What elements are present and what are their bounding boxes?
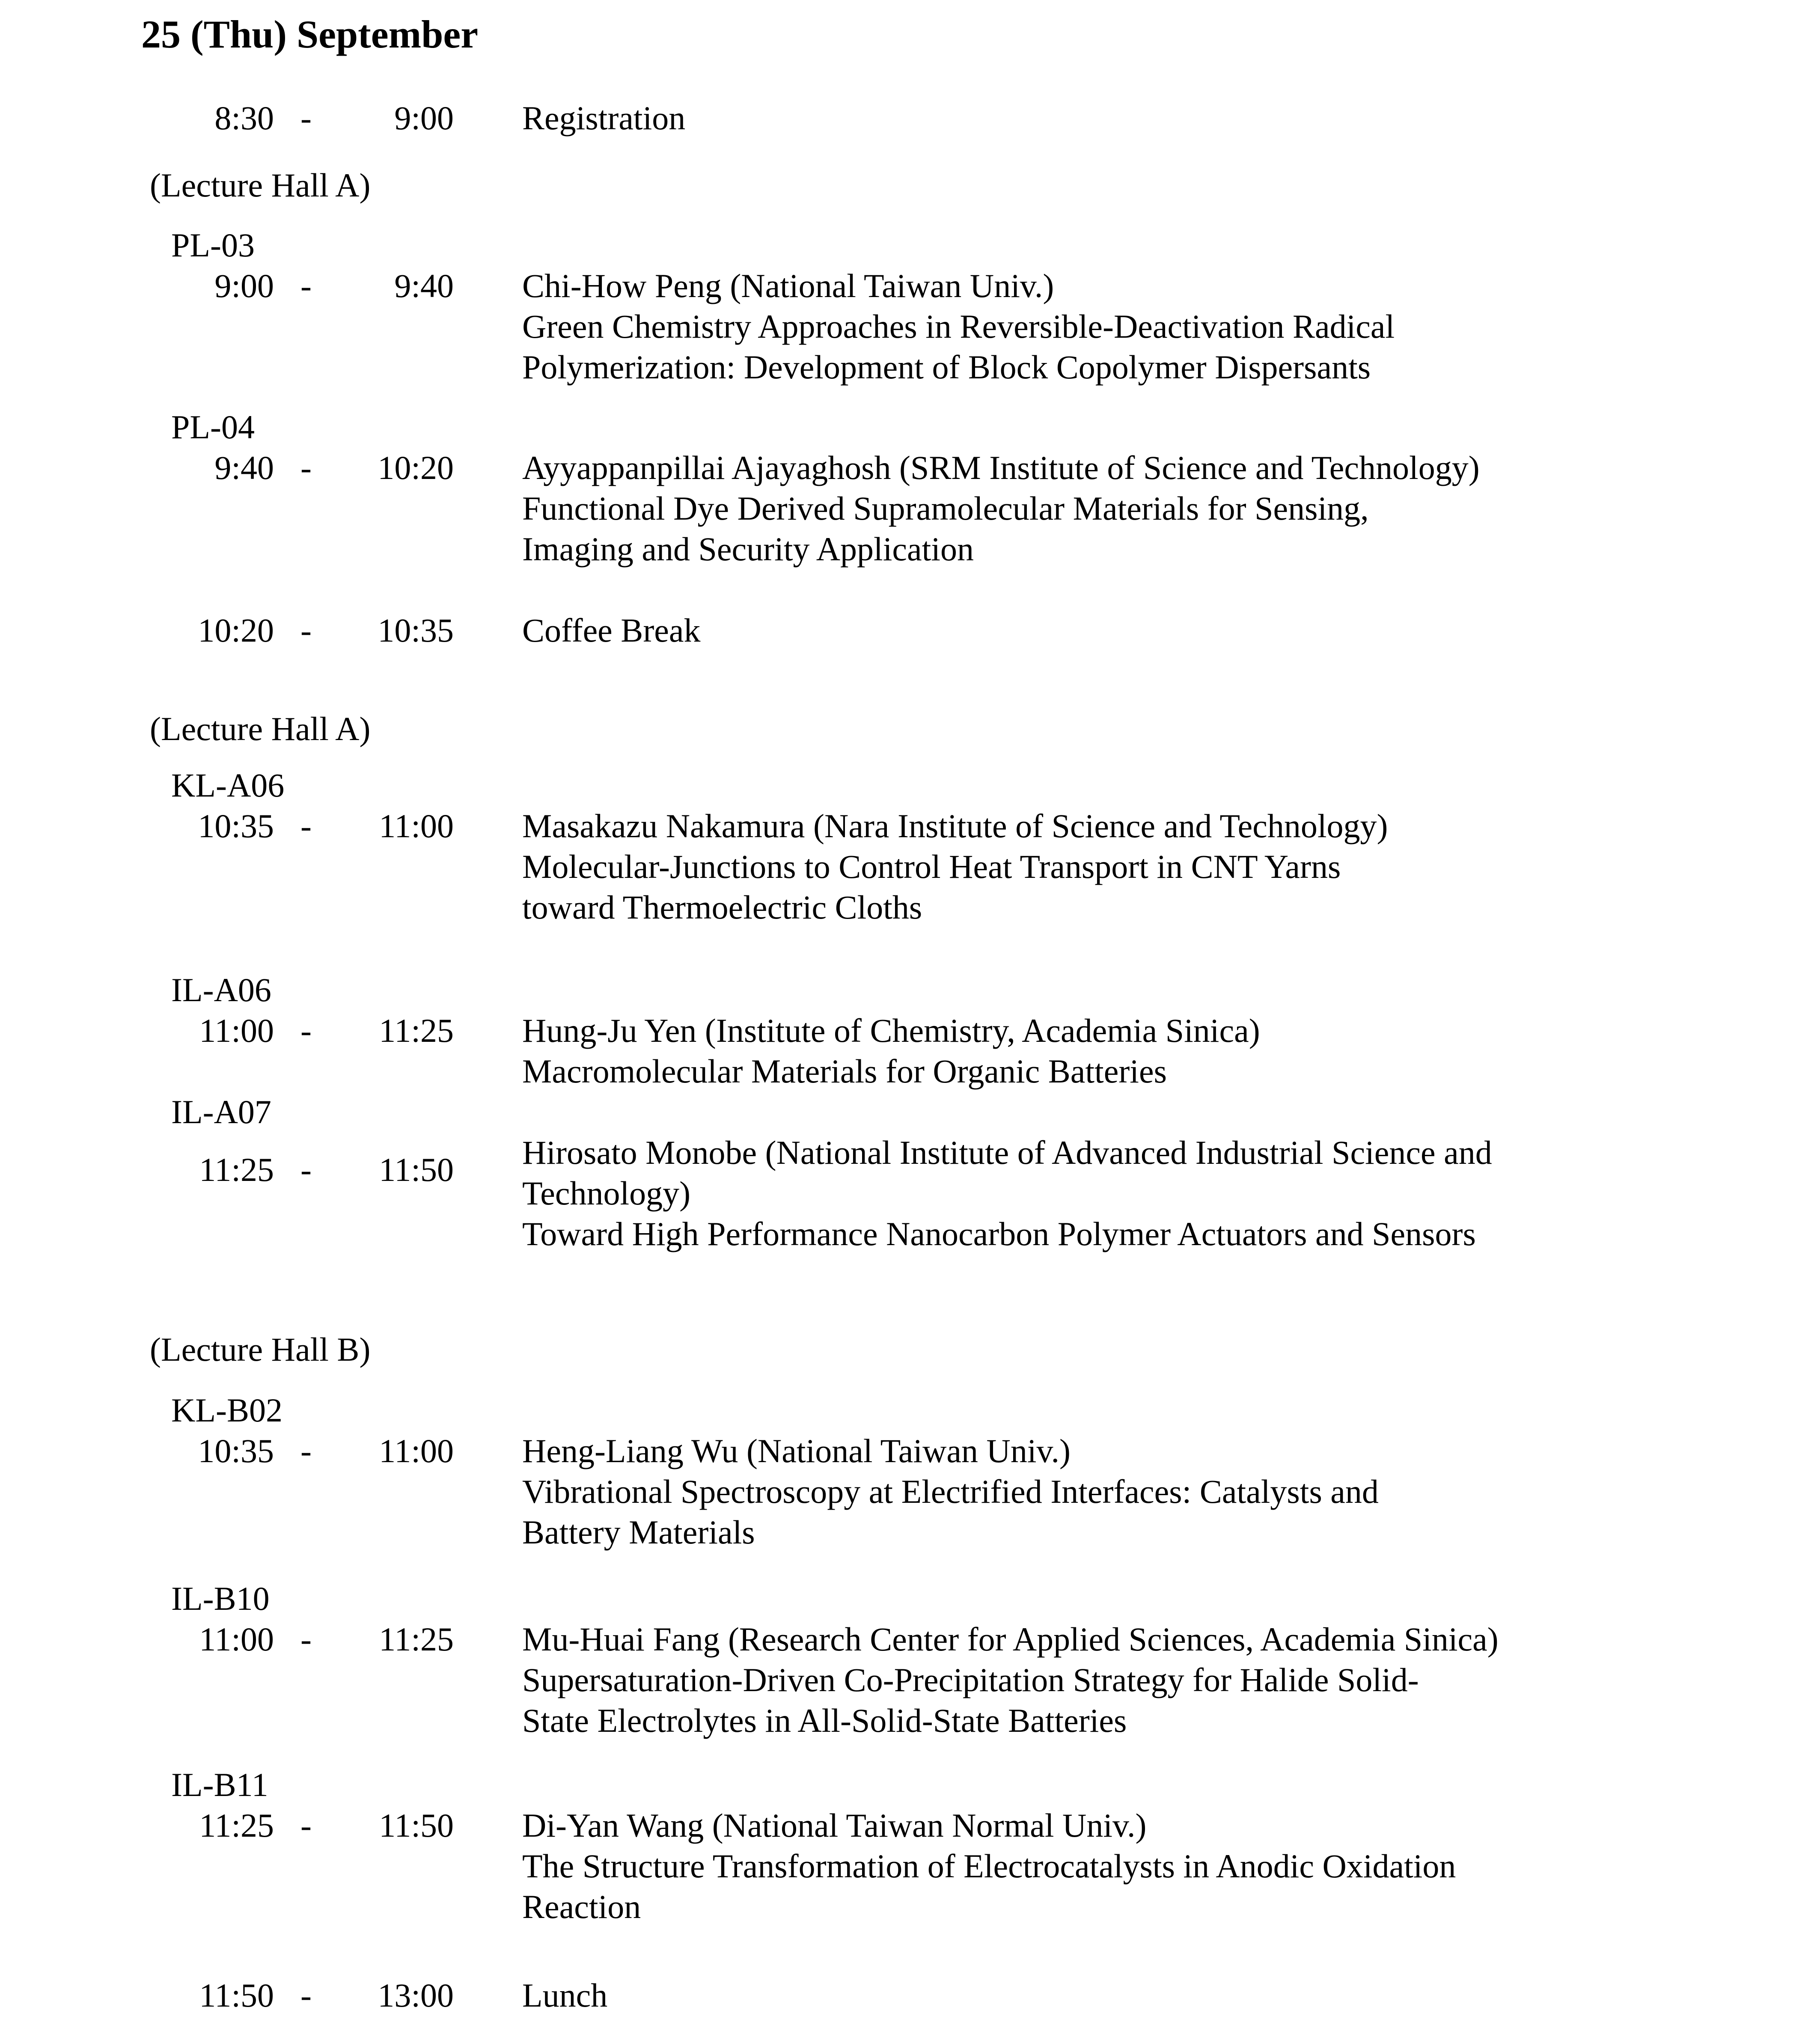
session-entry-pl04 [141,407,1820,569]
session-description [522,1430,1379,1552]
session-time [141,1149,454,1190]
talk-title-line: Battery Materials [522,1514,755,1551]
session-time [141,265,454,306]
time-dash: - [300,99,312,137]
time-end: 11:00 [379,807,454,844]
time-dash: - [300,807,312,844]
session-entry-klb02 [141,1390,1820,1552]
session-row [141,1430,1820,1552]
time-end: 9:00 [394,99,454,137]
speaker-line: Chi-How Peng (National Taiwan Univ.) [522,267,1054,304]
session-time [141,806,454,846]
talk-title-line: Polymerization: Development of Block Copolymer Dispersants [522,348,1371,386]
session-row [141,265,1820,387]
registration-label: Registration [522,99,686,137]
lunch-label: Lunch [522,1977,608,2014]
session-description [522,806,1388,928]
session-code: KL-A06 [171,767,285,804]
time-end: 13:00 [378,1977,454,2014]
talk-title-line: Toward High Performance Nanocarbon Polymer Actuators and Sensors [522,1215,1476,1252]
coffee-break-time [141,610,454,651]
time-end: 9:40 [394,267,454,304]
time-start: 11:00 [199,1012,274,1049]
lunch-time [141,1975,454,2016]
coffee-break-label: Coffee Break [522,612,701,649]
session-entry-ila07 [141,1091,1820,1254]
time-start: 11:25 [199,1151,274,1188]
page-title: 25 (Thu) September [141,12,479,56]
session-time [141,447,454,488]
talk-title-line: Imaging and Security Application [522,530,974,568]
time-start: 11:25 [199,1807,274,1844]
session-code: IL-B10 [171,1580,270,1617]
talk-title-line: Macromolecular Materials for Organic Batteries [522,1053,1167,1090]
time-end: 10:35 [378,612,454,649]
time-dash: - [300,1432,312,1469]
time-end: 11:25 [379,1621,454,1658]
time-start: 8:30 [214,99,274,137]
time-dash: - [300,449,312,486]
session-time [141,1619,454,1659]
session-code: IL-A07 [171,1093,271,1130]
lunch-label-wrap [522,1975,607,2016]
time-dash: - [300,1151,312,1188]
speaker-line: Ayyappanpillai Ajayaghosh (SRM Institute of Science and Technology) [522,449,1480,486]
time-dash: - [300,1977,312,2014]
speaker-line: Masakazu Nakamura (Nara Institute of Science and Technology) [522,807,1388,844]
time-start: 10:35 [198,807,274,844]
session-description [522,1132,1492,1254]
time-dash: - [300,612,312,649]
time-start: 11:50 [199,1977,274,2014]
hall-header-b: (Lecture Hall B) [150,1331,371,1368]
talk-title-line: State Electrolytes in All-Solid-State Batteries [522,1702,1127,1739]
session-code: PL-04 [171,408,255,446]
session-description [522,1805,1456,1927]
time-end: 10:20 [378,449,454,486]
session-description [522,1010,1260,1091]
registration-label-wrap [522,98,685,138]
talk-title-line: Functional Dye Derived Supramolecular Materials for Sensing, [522,490,1369,527]
time-dash: - [300,1621,312,1658]
time-start: 10:20 [198,612,274,649]
time-start: 10:35 [198,1432,274,1469]
session-entry-ilb11 [141,1764,1820,1927]
talk-title-line: Vibrational Spectroscopy at Electrified Interfaces: Catalysts and [522,1473,1379,1510]
session-row [141,447,1820,569]
session-time [141,1010,454,1051]
talk-title-line: Green Chemistry Approaches in Reversible-Deactivation Radical [522,308,1395,345]
session-code: KL-B02 [171,1392,283,1429]
session-code: IL-A06 [171,971,271,1008]
talk-title-line: Reaction [522,1888,641,1925]
speaker-line: Mu-Huai Fang (Research Center for Applied Sciences, Academia Sinica) [522,1621,1499,1658]
session-row [141,1805,1820,1927]
session-row [141,1132,1820,1254]
registration-row [141,98,1820,138]
hall-header-a2: (Lecture Hall A) [150,710,371,747]
time-end: 11:25 [379,1012,454,1049]
talk-title-line: Molecular-Junctions to Control Heat Transport in CNT Yarns [522,848,1341,885]
session-description [522,265,1395,387]
talk-title-line: Supersaturation-Driven Co-Precipitation Strategy for Halide Solid- [522,1661,1419,1698]
speaker-line: Hung-Ju Yen (Institute of Chemistry, Academia Sinica) [522,1012,1260,1049]
time-dash: - [300,267,312,304]
time-dash: - [300,1807,312,1844]
time-start: 9:00 [214,267,274,304]
session-code: IL-B11 [171,1766,268,1803]
session-time [141,1430,454,1471]
session-code: PL-03 [171,226,255,264]
session-description [522,1619,1499,1741]
session-entry-ila06 [141,969,1820,1091]
session-row [141,806,1820,928]
time-end: 11:00 [379,1432,454,1469]
registration-time [141,98,454,138]
time-dash: - [300,1012,312,1049]
lunch-row [141,1975,1820,2016]
session-description [522,447,1480,569]
speaker-line: Di-Yan Wang (National Taiwan Normal Univ.) [522,1807,1147,1844]
time-end: 11:50 [379,1151,454,1188]
session-row [141,1010,1820,1091]
session-entry-ilb10 [141,1578,1820,1741]
speaker-line: Hirosato Monobe (National Institute of Advanced Industrial Science and [522,1134,1492,1171]
session-row [141,1619,1820,1741]
session-entry-kla06 [141,765,1820,928]
coffee-break-label-wrap [522,610,701,651]
session-time [141,1805,454,1846]
time-start: 11:00 [199,1621,274,1658]
talk-title-line: toward Thermoelectric Cloths [522,889,922,926]
time-end: 11:50 [379,1807,454,1844]
speaker-line: Technology) [522,1175,691,1212]
coffee-break-row [141,610,1820,651]
speaker-line: Heng-Liang Wu (National Taiwan Univ.) [522,1432,1071,1469]
session-entry-pl03 [141,225,1820,387]
talk-title-line: The Structure Transformation of Electrocatalysts in Anodic Oxidation [522,1847,1456,1885]
time-start: 9:40 [214,449,274,486]
hall-header-a1: (Lecture Hall A) [150,167,371,204]
